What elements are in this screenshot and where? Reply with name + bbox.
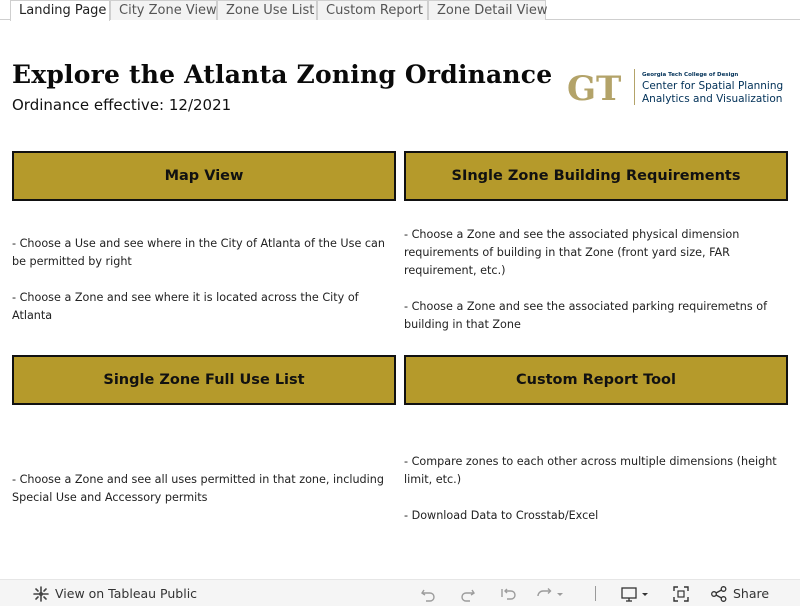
page-title: Explore the Atlanta Zoning Ordinance: [12, 60, 553, 89]
redo-button[interactable]: [459, 580, 477, 606]
use-list-line-1: - Choose a Zone and see all uses permitted in that zone, including Special Use and Accessory permits: [12, 473, 384, 504]
download-dropdown-icon: [640, 585, 650, 603]
download-icon: [620, 585, 640, 603]
gt-logo-mark-text: GT: [567, 69, 622, 107]
custom-report-description: [404, 453, 790, 525]
undo-button[interactable]: [419, 580, 437, 606]
view-on-tableau-link[interactable]: [32, 580, 197, 606]
gt-logo-mark-icon: [566, 67, 628, 107]
gt-logo: [566, 67, 794, 109]
logo-college-text: Georgia Tech College of Design: [642, 72, 739, 78]
toolbar-separator: [595, 586, 596, 601]
tab-zone-detail-view[interactable]: Zone Detail View: [428, 0, 546, 20]
view-on-tableau-label: View on Tableau Public: [55, 586, 198, 601]
page-subtitle: Ordinance effective: 12/2021: [12, 96, 232, 114]
map-view-line-2: - Choose a Zone and see where it is located across the City of Atlanta: [12, 291, 359, 322]
custom-report-tool-button[interactable]: Custom Report Tool: [404, 355, 788, 405]
undo-icon: [419, 585, 437, 603]
revert-icon: [499, 585, 517, 603]
share-button[interactable]: [710, 580, 769, 606]
tab-zone-use-list[interactable]: Zone Use List: [217, 0, 317, 20]
map-view-description: [12, 235, 400, 325]
fullscreen-icon: [672, 585, 690, 603]
single-zone-full-use-list-button[interactable]: Single Zone Full Use List: [12, 355, 396, 405]
refresh-dropdown-icon: [555, 585, 565, 603]
refresh-button[interactable]: [535, 580, 565, 606]
refresh-icon: [535, 585, 555, 603]
revert-button[interactable]: [499, 580, 517, 606]
map-view-line-1: - Choose a Use and see where in the City of Atlanta of the Use can be permitted by right: [12, 237, 385, 268]
share-icon: [710, 585, 728, 603]
download-button[interactable]: [620, 580, 650, 606]
single-zone-description: [404, 226, 790, 334]
tab-custom-report[interactable]: Custom Report: [317, 0, 428, 20]
single-zone-line-1: - Choose a Zone and see the associated physical dimension requirements of building in that Zone (front yard size, FAR requirement, etc.): [404, 228, 740, 277]
single-zone-line-2: - Choose a Zone and see the associated parking requiremetns of building in that Zone: [404, 300, 768, 331]
map-view-button[interactable]: Map View: [12, 151, 396, 201]
custom-report-line-2: - Download Data to Crosstab/Excel: [404, 509, 599, 522]
custom-report-line-1: - Compare zones to each other across multiple dimensions (height limit, etc.): [404, 455, 777, 486]
tab-city-zone-view[interactable]: City Zone View: [110, 0, 217, 20]
use-list-description: [12, 471, 400, 507]
redo-icon: [459, 585, 477, 603]
single-zone-building-requirements-button[interactable]: SIngle Zone Building Requirements: [404, 151, 788, 201]
tableau-icon: [32, 585, 50, 603]
logo-line-1: Center for Spatial Planning: [642, 80, 784, 92]
bottom-toolbar: [0, 579, 800, 606]
tab-landing-page[interactable]: Landing Page: [10, 0, 110, 21]
logo-divider: [634, 69, 635, 105]
fullscreen-button[interactable]: [672, 580, 690, 606]
logo-line-2: Analytics and Visualization: [642, 93, 783, 105]
share-label: Share: [733, 586, 770, 601]
tab-bar: [0, 0, 800, 20]
